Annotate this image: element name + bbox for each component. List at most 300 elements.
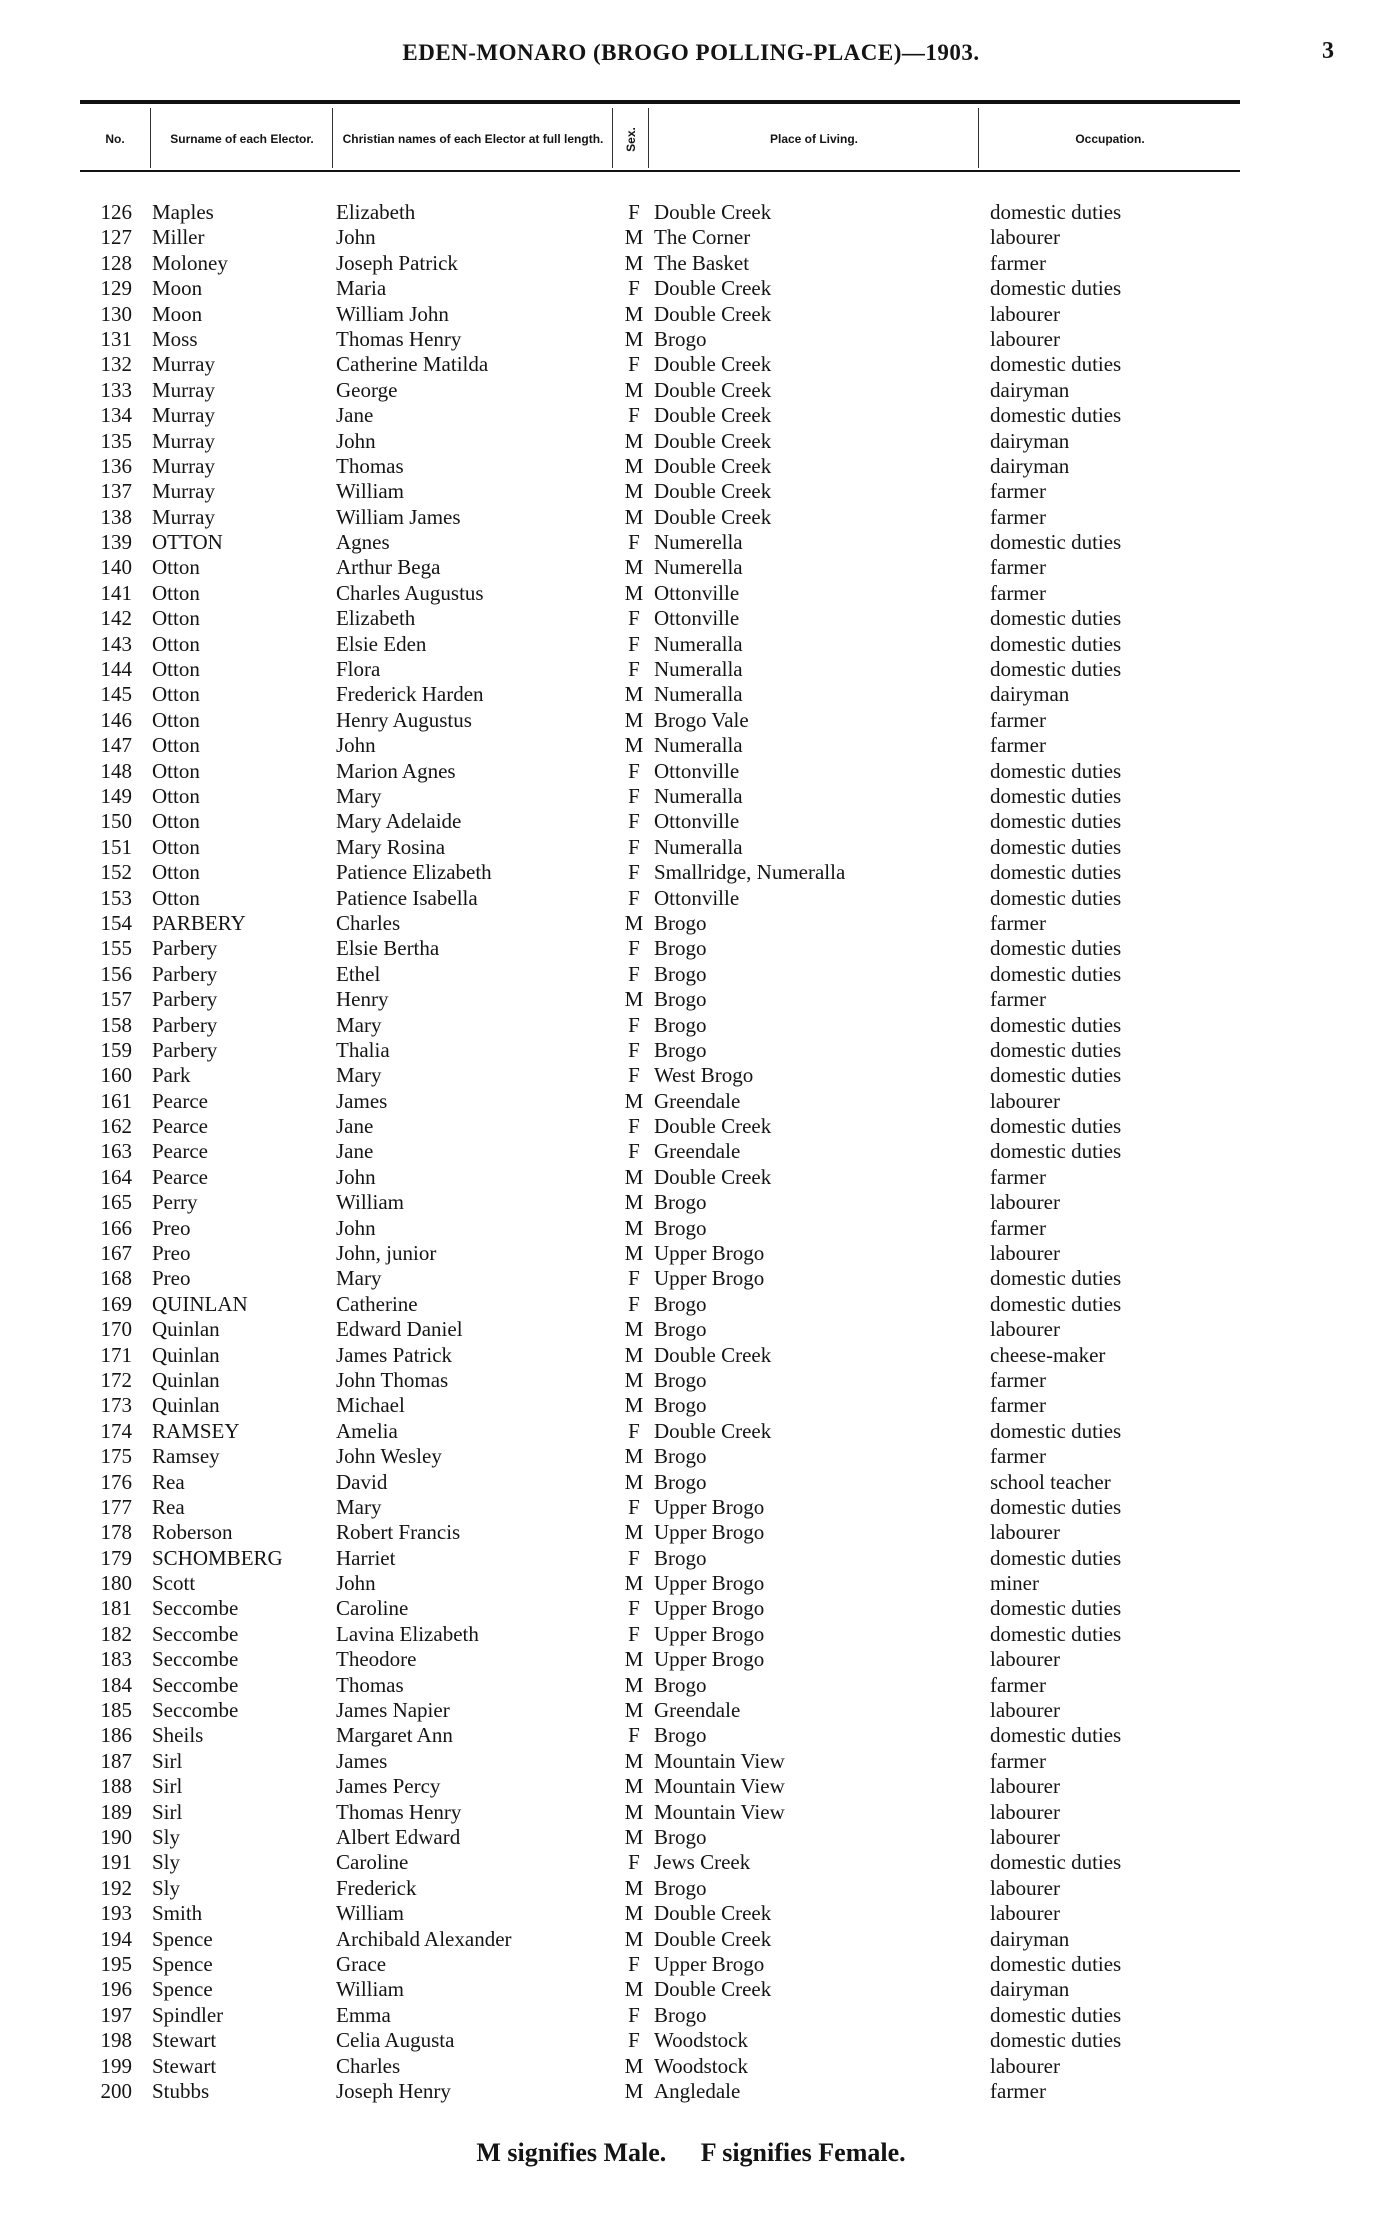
table-row	[0, 1800, 1382, 1825]
cell-christian-names: John	[336, 428, 376, 453]
page-number: 3	[1322, 38, 1334, 64]
cell-place-of-living: Upper Brogo	[654, 1571, 765, 1596]
table-row	[0, 1698, 1382, 1723]
cell-number: 147	[100, 733, 132, 758]
cell-number: 166	[100, 1215, 132, 1240]
cell-number: 151	[100, 834, 132, 859]
cell-number: 177	[100, 1494, 132, 1519]
cell-number: 138	[100, 504, 132, 529]
cell-christian-names: James	[336, 1748, 388, 1773]
cell-place-of-living: Mountain View	[654, 1774, 785, 1799]
cell-number: 144	[100, 657, 132, 682]
cell-surname: Otton	[152, 682, 200, 707]
cell-occupation: labourer	[990, 301, 1060, 326]
cell-sex: F	[628, 885, 640, 910]
column-divider	[150, 108, 151, 168]
table-row	[0, 1444, 1382, 1469]
cell-number: 149	[100, 783, 132, 808]
table-row	[0, 860, 1382, 885]
table-row	[0, 2003, 1382, 2028]
cell-occupation: labourer	[990, 1875, 1060, 1900]
cell-occupation: farmer	[990, 1444, 1046, 1469]
table-row	[0, 1647, 1382, 1672]
cell-christian-names: Theodore	[336, 1647, 417, 1672]
table-row	[0, 911, 1382, 936]
cell-number: 134	[100, 403, 132, 428]
cell-place-of-living: Woodstock	[654, 2028, 748, 2053]
cell-sex: M	[624, 1748, 644, 1773]
cell-place-of-living: Numeralla	[654, 834, 743, 859]
cell-surname: Sirl	[152, 1799, 183, 1824]
cell-surname: Stewart	[152, 2028, 217, 2053]
cell-christian-names: Thomas	[336, 453, 404, 478]
cell-surname: Rea	[152, 1494, 185, 1519]
cell-christian-names: Edward Daniel	[336, 1317, 463, 1342]
cell-surname: Miller	[152, 225, 205, 250]
cell-surname: Otton	[152, 885, 200, 910]
cell-occupation: farmer	[990, 504, 1046, 529]
cell-occupation: miner	[990, 1571, 1039, 1596]
cell-surname: Spence	[152, 1977, 213, 2002]
cell-christian-names: James Percy	[336, 1774, 441, 1799]
column-divider	[648, 108, 649, 168]
cell-sex: M	[624, 1444, 644, 1469]
cell-surname: Murray	[152, 504, 215, 529]
cell-number: 139	[100, 530, 132, 555]
cell-surname: Sirl	[152, 1748, 183, 1773]
cell-occupation: cheese-maker	[990, 1342, 1106, 1367]
cell-number: 200	[100, 2078, 132, 2103]
cell-christian-names: James Napier	[336, 1698, 450, 1723]
footer-legend	[0, 2138, 1382, 2168]
cell-sex: F	[628, 809, 640, 834]
cell-sex: M	[624, 377, 644, 402]
table-row	[0, 1546, 1382, 1571]
cell-sex: M	[624, 301, 644, 326]
cell-sex: F	[628, 1037, 640, 1062]
cell-place-of-living: Brogo	[654, 1190, 707, 1215]
cell-sex: F	[628, 631, 640, 656]
cell-occupation: farmer	[990, 707, 1046, 732]
table-row	[0, 429, 1382, 454]
cell-occupation: farmer	[990, 733, 1046, 758]
cell-place-of-living: Brogo	[654, 1317, 707, 1342]
cell-number: 196	[100, 1977, 132, 2002]
cell-sex: M	[624, 1672, 644, 1697]
cell-number: 197	[100, 2002, 132, 2027]
table-row	[0, 606, 1382, 631]
cell-occupation: labourer	[990, 225, 1060, 250]
cell-number: 126	[100, 200, 132, 224]
cell-surname: Seccombe	[152, 1647, 239, 1672]
cell-number: 198	[100, 2028, 132, 2053]
cell-christian-names: Henry Augustus	[336, 707, 472, 732]
cell-christian-names: Catherine Matilda	[336, 352, 489, 377]
cell-christian-names: Frederick	[336, 1875, 417, 1900]
cell-number: 179	[100, 1545, 132, 1570]
cell-sex: F	[628, 783, 640, 808]
cell-sex: F	[628, 1012, 640, 1037]
cell-sex: F	[628, 1596, 640, 1621]
cell-occupation: labourer	[990, 1088, 1060, 1113]
cell-occupation: domestic duties	[990, 961, 1122, 986]
cell-surname: Otton	[152, 783, 200, 808]
cell-number: 183	[100, 1647, 132, 1672]
cell-sex: M	[624, 250, 644, 275]
cell-place-of-living: Brogo	[654, 326, 707, 351]
table-row	[0, 327, 1382, 352]
table-row	[0, 835, 1382, 860]
table-row	[0, 708, 1382, 733]
table-row	[0, 1927, 1382, 1952]
cell-occupation: farmer	[990, 250, 1046, 275]
cell-place-of-living: Ottonville	[654, 885, 740, 910]
cell-place-of-living: Double Creek	[654, 301, 772, 326]
column-divider	[332, 108, 333, 168]
cell-place-of-living: Numerella	[654, 555, 743, 580]
footer-male-note: M signifies Male.	[476, 2138, 667, 2167]
cell-occupation: domestic duties	[990, 1418, 1122, 1443]
cell-number: 169	[100, 1291, 132, 1316]
cell-place-of-living: Upper Brogo	[654, 1520, 765, 1545]
cell-occupation: domestic duties	[990, 1012, 1122, 1037]
column-header-no-label: No.	[105, 131, 125, 146]
cell-number: 127	[100, 225, 132, 250]
table-row	[0, 1723, 1382, 1748]
cell-sex: M	[624, 555, 644, 580]
cell-place-of-living: Upper Brogo	[654, 1241, 765, 1266]
table-row	[0, 733, 1382, 758]
cell-sex: F	[628, 1723, 640, 1748]
cell-surname: Moloney	[152, 250, 228, 275]
table-row	[0, 1825, 1382, 1850]
cell-sex: M	[624, 2053, 644, 2078]
table-row	[0, 200, 1382, 225]
cell-place-of-living: Mountain View	[654, 1799, 785, 1824]
cell-sex: M	[624, 733, 644, 758]
cell-occupation: domestic duties	[990, 1596, 1122, 1621]
cell-number: 159	[100, 1037, 132, 1062]
cell-surname: Sly	[152, 1875, 181, 1900]
cell-occupation: dairyman	[990, 428, 1070, 453]
cell-sex: M	[624, 910, 644, 935]
cell-occupation: domestic duties	[990, 1139, 1122, 1164]
cell-occupation: domestic duties	[990, 809, 1122, 834]
table-row	[0, 809, 1382, 834]
cell-sex: F	[628, 1418, 640, 1443]
cell-surname: Murray	[152, 428, 215, 453]
cell-christian-names: James	[336, 1088, 388, 1113]
cell-place-of-living: Double Creek	[654, 276, 772, 301]
cell-christian-names: Charles	[336, 910, 401, 935]
cell-number: 158	[100, 1012, 132, 1037]
cell-occupation: domestic duties	[990, 631, 1122, 656]
cell-place-of-living: Upper Brogo	[654, 1494, 765, 1519]
cell-christian-names: Elizabeth	[336, 606, 416, 631]
cell-place-of-living: Double Creek	[654, 1926, 772, 1951]
cell-christian-names: Elizabeth	[336, 200, 416, 224]
column-divider	[612, 108, 613, 168]
cell-christian-names: Marion Agnes	[336, 758, 456, 783]
table-row	[0, 682, 1382, 707]
table-row	[0, 251, 1382, 276]
cell-number: 156	[100, 961, 132, 986]
cell-surname: Moon	[152, 276, 203, 301]
table-row	[0, 987, 1382, 1012]
cell-number: 172	[100, 1367, 132, 1392]
cell-occupation: dairyman	[990, 1926, 1070, 1951]
cell-place-of-living: Double Creek	[654, 428, 772, 453]
cell-occupation: domestic duties	[990, 1494, 1122, 1519]
cell-surname: Seccombe	[152, 1672, 239, 1697]
table-row	[0, 759, 1382, 784]
table-row	[0, 1596, 1382, 1621]
table-row	[0, 1266, 1382, 1291]
table-row	[0, 1063, 1382, 1088]
table-row	[0, 1901, 1382, 1926]
cell-place-of-living: Brogo	[654, 1367, 707, 1392]
table-row	[0, 1317, 1382, 1342]
cell-occupation: dairyman	[990, 453, 1070, 478]
cell-occupation: domestic duties	[990, 2028, 1122, 2053]
cell-number: 192	[100, 1875, 132, 1900]
cell-surname: OTTON	[152, 530, 223, 555]
cell-place-of-living: The Corner	[654, 225, 751, 250]
cell-surname: Pearce	[152, 1164, 208, 1189]
cell-christian-names: Thomas	[336, 1672, 404, 1697]
cell-sex: M	[624, 1393, 644, 1418]
cell-surname: Seccombe	[152, 1698, 239, 1723]
cell-sex: M	[624, 1520, 644, 1545]
cell-surname: Preo	[152, 1241, 191, 1266]
cell-sex: F	[628, 352, 640, 377]
cell-number: 165	[100, 1190, 132, 1215]
cell-number: 164	[100, 1164, 132, 1189]
cell-occupation: domestic duties	[990, 1114, 1122, 1139]
cell-christian-names: John	[336, 1571, 376, 1596]
cell-place-of-living: Double Creek	[654, 479, 772, 504]
cell-surname: Murray	[152, 403, 215, 428]
cell-sex: M	[624, 1088, 644, 1113]
column-header-occupation-label: Occupation.	[1075, 131, 1145, 146]
cell-occupation: domestic duties	[990, 885, 1122, 910]
cell-sex: F	[628, 657, 640, 682]
cell-sex: F	[628, 1114, 640, 1139]
cell-surname: Quinlan	[152, 1367, 220, 1392]
cell-surname: Murray	[152, 352, 215, 377]
cell-number: 143	[100, 631, 132, 656]
cell-occupation: domestic duties	[990, 657, 1122, 682]
cell-christian-names: John Thomas	[336, 1367, 449, 1392]
cell-christian-names: Mary	[336, 1266, 382, 1291]
cell-occupation: labourer	[990, 1698, 1060, 1723]
cell-place-of-living: Brogo	[654, 1875, 707, 1900]
cell-sex: M	[624, 1901, 644, 1926]
cell-christian-names: William	[336, 1190, 404, 1215]
cell-occupation: farmer	[990, 555, 1046, 580]
cell-sex: F	[628, 1850, 640, 1875]
cell-sex: M	[624, 1342, 644, 1367]
cell-number: 199	[100, 2053, 132, 2078]
cell-number: 191	[100, 1850, 132, 1875]
cell-christian-names: Celia Augusta	[336, 2028, 455, 2053]
cell-number: 161	[100, 1088, 132, 1113]
table-row	[0, 1520, 1382, 1545]
cell-surname: Murray	[152, 453, 215, 478]
table-row	[0, 479, 1382, 504]
cell-sex: F	[628, 1139, 640, 1164]
table-row	[0, 1774, 1382, 1799]
cell-surname: Preo	[152, 1215, 191, 1240]
cell-number: 163	[100, 1139, 132, 1164]
cell-place-of-living: Double Creek	[654, 453, 772, 478]
cell-sex: M	[624, 1469, 644, 1494]
cell-place-of-living: Double Creek	[654, 504, 772, 529]
table-row	[0, 657, 1382, 682]
cell-surname: Seccombe	[152, 1596, 239, 1621]
cell-surname: Parbery	[152, 961, 218, 986]
cell-place-of-living: Double Creek	[654, 1977, 772, 2002]
table-row	[0, 1139, 1382, 1164]
cell-sex: M	[624, 1571, 644, 1596]
cell-place-of-living: Double Creek	[654, 1114, 772, 1139]
cell-number: 170	[100, 1317, 132, 1342]
cell-christian-names: John	[336, 225, 376, 250]
cell-christian-names: Mary	[336, 1063, 382, 1088]
cell-place-of-living: Double Creek	[654, 1342, 772, 1367]
cell-occupation: labourer	[990, 2053, 1060, 2078]
column-header-place-label: Place of Living.	[769, 131, 859, 146]
cell-number: 176	[100, 1469, 132, 1494]
cell-christian-names: John	[336, 1215, 376, 1240]
cell-christian-names: William	[336, 1977, 404, 2002]
cell-number: 181	[100, 1596, 132, 1621]
table-row	[0, 962, 1382, 987]
cell-number: 135	[100, 428, 132, 453]
column-header-surname-label: Surname of each Elector.	[170, 131, 314, 146]
cell-number: 142	[100, 606, 132, 631]
cell-number: 129	[100, 276, 132, 301]
cell-place-of-living: The Basket	[654, 250, 750, 275]
cell-surname: Spence	[152, 1926, 213, 1951]
cell-surname: Smith	[152, 1901, 203, 1926]
column-divider	[978, 108, 979, 168]
cell-surname: Pearce	[152, 1088, 208, 1113]
cell-christian-names: Mary Rosina	[336, 834, 446, 859]
cell-number: 154	[100, 910, 132, 935]
cell-place-of-living: Brogo	[654, 1723, 707, 1748]
cell-occupation: domestic duties	[990, 276, 1122, 301]
cell-number: 128	[100, 250, 132, 275]
page-header	[0, 36, 1382, 76]
cell-place-of-living: Brogo	[654, 1037, 707, 1062]
table-row	[0, 1495, 1382, 1520]
cell-sex: M	[624, 1799, 644, 1824]
cell-occupation: labourer	[990, 1901, 1060, 1926]
footer-female-note: F signifies Female.	[700, 2138, 906, 2167]
cell-number: 195	[100, 1951, 132, 1976]
cell-occupation: labourer	[990, 1799, 1060, 1824]
cell-surname: Otton	[152, 606, 200, 631]
cell-number: 132	[100, 352, 132, 377]
cell-occupation: labourer	[990, 326, 1060, 351]
cell-number: 145	[100, 682, 132, 707]
cell-sex: F	[628, 1545, 640, 1570]
cell-number: 173	[100, 1393, 132, 1418]
table-row	[0, 1850, 1382, 1875]
cell-sex: F	[628, 606, 640, 631]
table-row	[0, 1977, 1382, 2002]
cell-place-of-living: Double Creek	[654, 377, 772, 402]
cell-christian-names: Amelia	[336, 1418, 398, 1443]
cell-place-of-living: Ottonville	[654, 580, 740, 605]
cell-place-of-living: Upper Brogo	[654, 1596, 765, 1621]
cell-number: 137	[100, 479, 132, 504]
cell-surname: Quinlan	[152, 1317, 220, 1342]
table-row	[0, 1343, 1382, 1368]
cell-christian-names: Thomas Henry	[336, 326, 462, 351]
cell-christian-names: Caroline	[336, 1596, 409, 1621]
cell-occupation: farmer	[990, 1748, 1046, 1773]
cell-place-of-living: Greendale	[654, 1088, 741, 1113]
cell-sex: M	[624, 1977, 644, 2002]
cell-sex: M	[624, 1215, 644, 1240]
cell-surname: Otton	[152, 707, 200, 732]
cell-number: 193	[100, 1901, 132, 1926]
cell-place-of-living: Upper Brogo	[654, 1647, 765, 1672]
column-header-sex	[614, 112, 648, 166]
cell-sex: F	[628, 200, 640, 224]
cell-occupation: domestic duties	[990, 783, 1122, 808]
cell-place-of-living: Ottonville	[654, 758, 740, 783]
cell-christian-names: Caroline	[336, 1850, 409, 1875]
cell-occupation: farmer	[990, 479, 1046, 504]
table-row	[0, 936, 1382, 961]
cell-christian-names: Robert Francis	[336, 1520, 461, 1545]
table-row	[0, 1013, 1382, 1038]
cell-christian-names: Jane	[336, 1139, 374, 1164]
cell-sex: M	[624, 504, 644, 529]
cell-place-of-living: Brogo	[654, 961, 707, 986]
cell-sex: M	[624, 1190, 644, 1215]
cell-sex: F	[628, 276, 640, 301]
table-row	[0, 1952, 1382, 1977]
cell-surname: Murray	[152, 377, 215, 402]
column-header-christian-names-label: Christian names of each Elector at full length.	[342, 131, 604, 146]
cell-sex: M	[624, 1647, 644, 1672]
cell-christian-names: Joseph Henry	[336, 2078, 451, 2103]
cell-sex: M	[624, 326, 644, 351]
cell-surname: RAMSEY	[152, 1418, 240, 1443]
cell-surname: Spence	[152, 1951, 213, 1976]
cell-christian-names: Frederick Harden	[336, 682, 484, 707]
cell-number: 160	[100, 1063, 132, 1088]
cell-place-of-living: Double Creek	[654, 1901, 772, 1926]
cell-occupation: farmer	[990, 580, 1046, 605]
cell-sex: F	[628, 1621, 640, 1646]
cell-number: 184	[100, 1672, 132, 1697]
cell-place-of-living: Mountain View	[654, 1748, 785, 1773]
cell-surname: Ramsey	[152, 1444, 220, 1469]
cell-place-of-living: Woodstock	[654, 2053, 748, 2078]
cell-surname: QUINLAN	[152, 1291, 248, 1316]
cell-place-of-living: Brogo	[654, 1825, 707, 1849]
cell-sex: M	[624, 682, 644, 707]
cell-christian-names: Arthur Bega	[336, 555, 441, 580]
cell-place-of-living: Brogo Vale	[654, 707, 749, 732]
cell-occupation: labourer	[990, 1774, 1060, 1799]
cell-christian-names: John, junior	[336, 1241, 437, 1266]
